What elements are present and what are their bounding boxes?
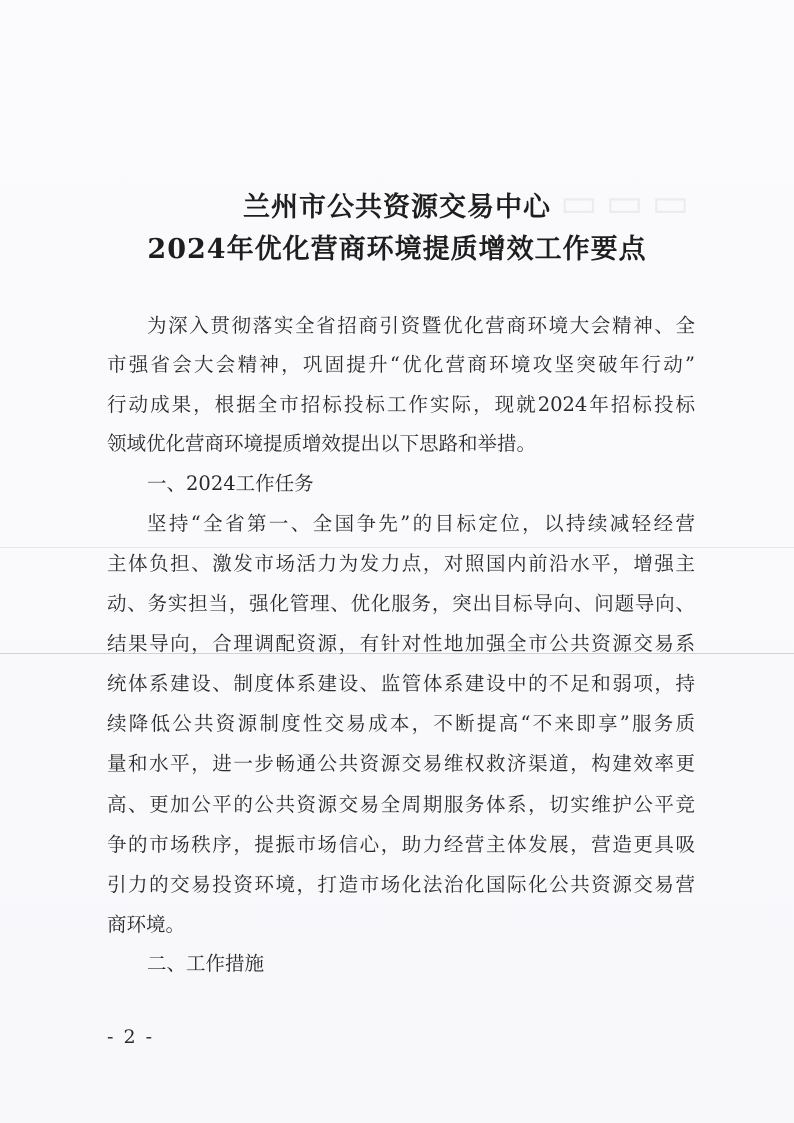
body-line: 续降低公共资源制度性交易成本，不断提高“不来即享”服务质 [107, 712, 695, 735]
body-line: 坚持“全省第一、全国争先”的目标定位，以持续减轻经营 [147, 512, 695, 535]
section-heading-2: 二、工作措施 [147, 952, 265, 975]
document-title-line-1: 兰州市公共资源交易中心 [243, 192, 551, 223]
body-line: 高、更加公平的公共资源交易全周期服务体系，切实维护公平竞 [107, 793, 695, 816]
bleed-through-shadow: ▭▭▭ [560, 180, 698, 226]
body-line: 动、务实担当，强化管理、优化服务，突出目标导向、问题导向、 [107, 592, 695, 615]
body-line: 统体系建设、制度体系建设、监管体系建设中的不足和弱项，持 [107, 672, 695, 695]
body-line: 引力的交易投资环境，打造市场化法治化国际化公共资源交易营 [107, 873, 695, 896]
intro-line: 市强省会大会精神，巩固提升“优化营商环境攻坚突破年行动” [107, 353, 695, 376]
intro-line: 领域优化营商环境提质增效提出以下思路和举措。 [107, 432, 537, 455]
body-line: 商环境。 [107, 913, 186, 936]
body-line: 主体负担、激发市场活力为发力点，对照国内前沿水平，增强主 [107, 552, 695, 575]
intro-line: 行动成果，根据全市招标投标工作实际，现就2024年招标投标 [107, 393, 695, 416]
body-line: 量和水平，进一步畅通公共资源交易维权救济渠道，构建效率更 [107, 752, 695, 775]
section-heading-1: 一、2024工作任务 [147, 472, 314, 495]
document-title-line-2: 2024年优化营商环境提质增效工作要点 [147, 234, 647, 265]
body-line: 争的市场秩序，提振市场信心，助力经营主体发展，营造更具吸 [107, 833, 695, 856]
body-line: 结果导向，合理调配资源，有针对性地加强全市公共资源交易系 [107, 632, 695, 655]
page-number: - 2 - [107, 1026, 155, 1048]
intro-line: 为深入贯彻落实全省招商引资暨优化营商环境大会精神、全 [147, 314, 695, 337]
